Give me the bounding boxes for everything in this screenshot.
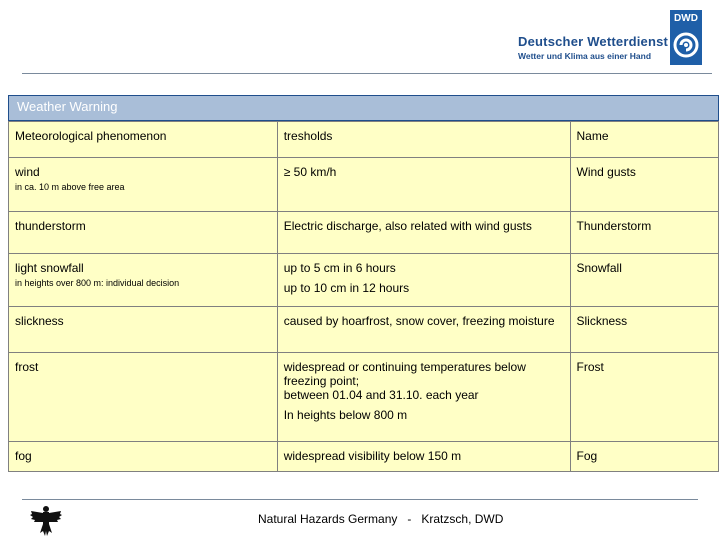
table-row bbox=[9, 307, 719, 353]
footer-text: Natural Hazards Germany - Kratzsch, DWD bbox=[258, 512, 504, 526]
threshold-cell: ≥ 50 km/h bbox=[277, 158, 570, 212]
name-cell: Thunderstorm bbox=[570, 212, 719, 254]
threshold-cell: widespread visibility below 150 m bbox=[277, 442, 570, 472]
threshold-line-1: up to 5 cm in 6 hours bbox=[283, 261, 396, 275]
name-cell: Snowfall bbox=[570, 254, 719, 307]
phenomenon-label: wind bbox=[15, 165, 40, 179]
phenomenon-cell bbox=[9, 158, 278, 212]
page-title: Weather Warning bbox=[17, 99, 118, 114]
table-row bbox=[9, 158, 719, 212]
phenomenon-note: in ca. 10 m above free area bbox=[15, 182, 125, 192]
phenomenon-cell: thunderstorm bbox=[9, 212, 278, 254]
phenomenon-cell: slickness bbox=[9, 307, 278, 353]
logo-abbr: DWD bbox=[674, 13, 698, 24]
header-thresholds: tresholds bbox=[277, 122, 570, 158]
phenomenon-cell: frost bbox=[9, 353, 278, 442]
table-row bbox=[9, 254, 719, 307]
threshold-line-2: up to 10 cm in 12 hours bbox=[283, 281, 410, 295]
name-cell: Frost bbox=[570, 353, 719, 442]
threshold-cell: Electric discharge, also related with wind gusts bbox=[277, 212, 570, 254]
dwd-spiral-icon bbox=[672, 30, 700, 60]
name-cell: Wind gusts bbox=[570, 158, 719, 212]
threshold-cell bbox=[277, 254, 570, 307]
table-row bbox=[9, 442, 719, 472]
name-cell: Fog bbox=[570, 442, 719, 472]
logo-slogan: Wetter und Klima aus einer Hand bbox=[518, 51, 652, 61]
header-phenomenon: Meteorological phenomenon bbox=[9, 122, 278, 158]
name-cell: Slickness bbox=[570, 307, 719, 353]
federal-eagle-icon bbox=[28, 503, 64, 539]
phenomenon-label: light snowfall bbox=[15, 261, 84, 275]
header-divider bbox=[22, 73, 712, 74]
logo-name: Deutscher Wetterdienst bbox=[518, 34, 669, 49]
warning-table bbox=[8, 121, 719, 472]
table-row bbox=[9, 212, 719, 254]
threshold-line-1: widespread or continuing temperatures below freezing point; bbox=[283, 360, 526, 388]
phenomenon-cell: fog bbox=[9, 442, 278, 472]
threshold-line-2: between 01.04 and 31.10. each year bbox=[283, 388, 479, 402]
table-header-row bbox=[9, 122, 719, 158]
footer-divider bbox=[22, 499, 698, 500]
header-name: Name bbox=[570, 122, 719, 158]
phenomenon-cell bbox=[9, 254, 278, 307]
dwd-logo bbox=[670, 10, 702, 65]
dwd-logo-text bbox=[518, 34, 668, 61]
title-bar bbox=[8, 95, 719, 121]
table-row bbox=[9, 353, 719, 442]
phenomenon-note: in heights over 800 m: individual decision bbox=[15, 278, 180, 288]
threshold-cell bbox=[277, 353, 570, 442]
threshold-cell: caused by hoarfrost, snow cover, freezing moisture bbox=[277, 307, 570, 353]
threshold-line-3: In heights below 800 m bbox=[283, 408, 408, 422]
